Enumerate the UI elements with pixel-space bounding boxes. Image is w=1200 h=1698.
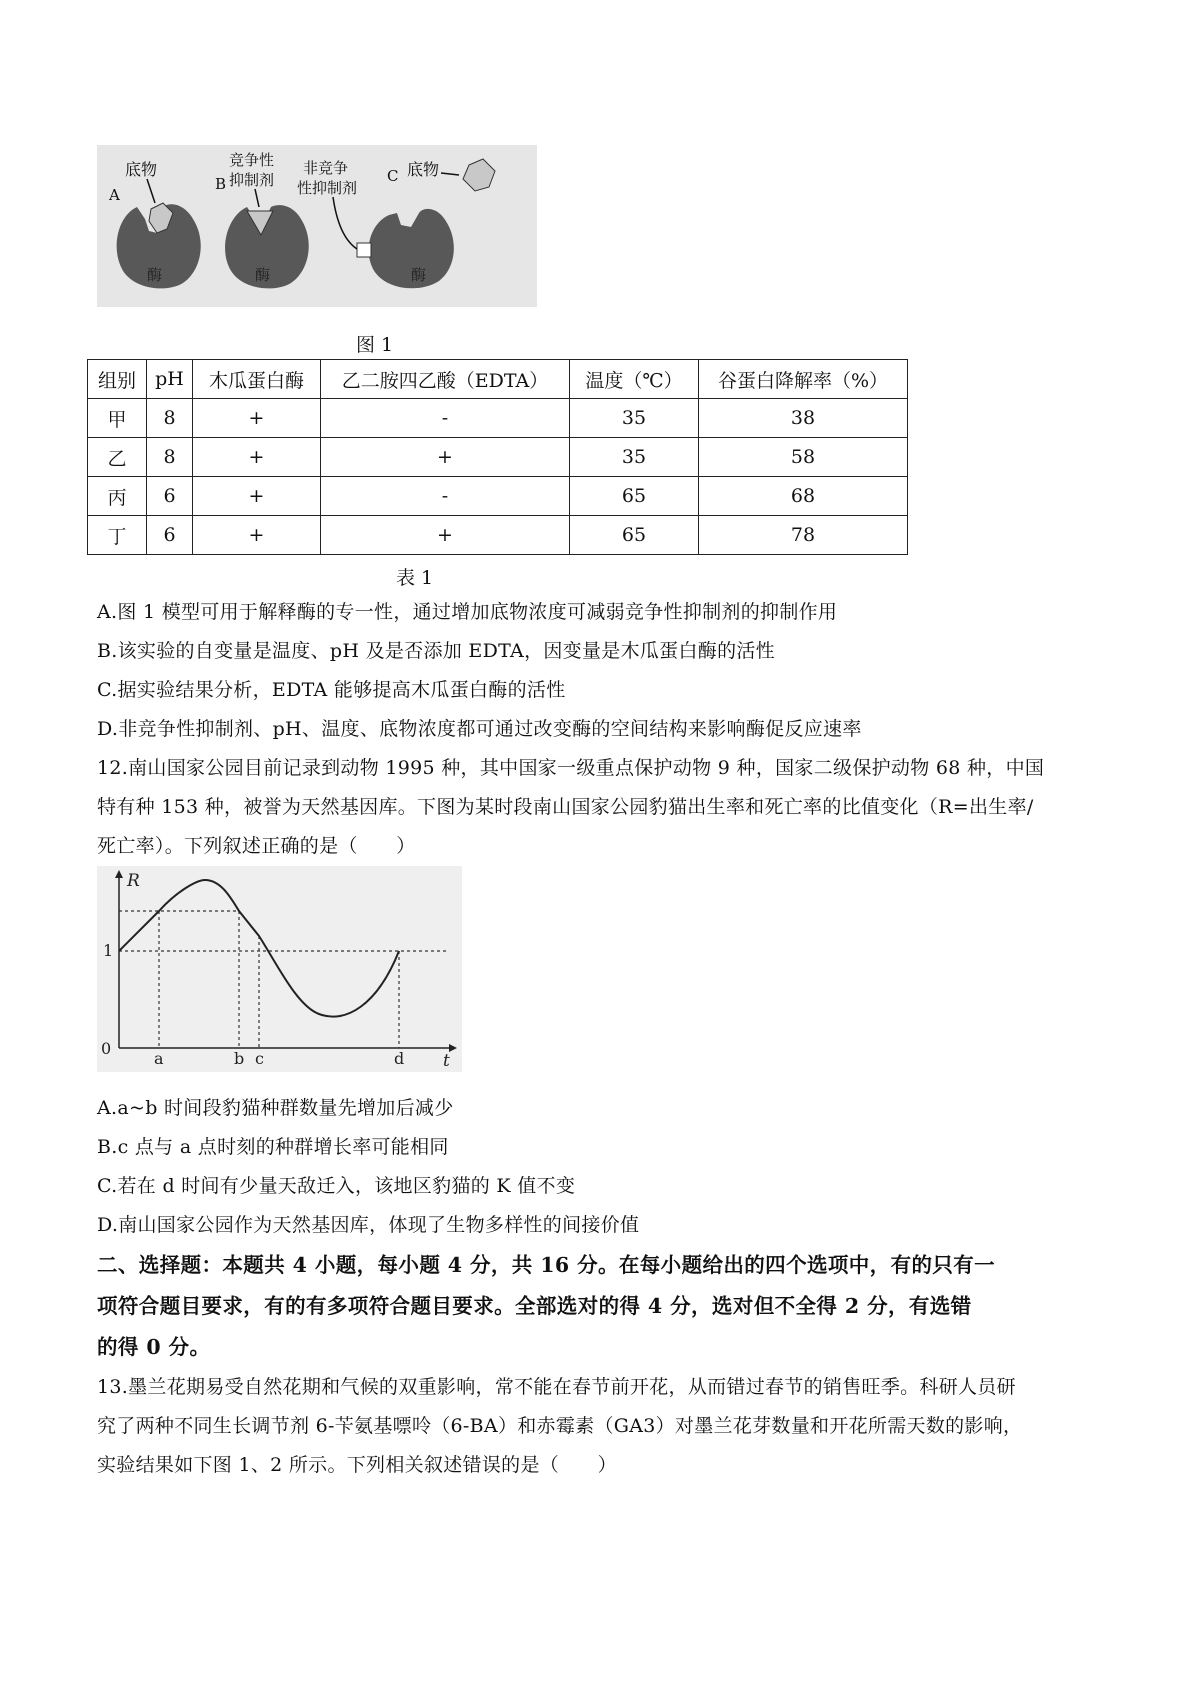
figure-1-enzyme-model — [97, 145, 537, 307]
table-cell: 丁 — [88, 516, 147, 555]
label-noncompetitive-1: 非竞争 — [303, 159, 349, 177]
table-cell: 丙 — [88, 477, 147, 516]
label-enzyme-b: 酶 — [255, 266, 271, 284]
q13-stem-line-1: 13.墨兰花期易受自然花期和气候的双重影响，常不能在春节前开花，从而错过春节的销售旺季。科研人员研 — [97, 1376, 1016, 1398]
table-cell: 8 — [147, 399, 193, 438]
section-2-line-2: 项符合题目要求，有的有多项符合题目要求。全部选对的得 4 分，选对但不全得 2 分，有选错 — [97, 1294, 972, 1318]
q11-option-a: A.图 1 模型可用于解释酶的专一性，通过增加底物浓度可减弱竞争性抑制剂的抑制作用 — [97, 601, 838, 623]
label-enzyme-a: 酶 — [147, 266, 163, 284]
table-cell: - — [321, 477, 570, 516]
table-cell: + — [193, 477, 321, 516]
q12-option-c: C.若在 d 时间有少量天敌迁入，该地区豹猫的 K 值不变 — [97, 1175, 576, 1197]
label-b: B — [215, 175, 227, 193]
table-cell: 35 — [570, 438, 699, 477]
label-a: A — [109, 186, 120, 204]
label-enzyme-c: 酶 — [411, 266, 427, 284]
x-tick-c: c — [255, 1049, 264, 1068]
label-competitive-2: 抑制剂 — [229, 171, 275, 189]
table-1 — [87, 359, 908, 555]
table-header-cell: 温度（℃） — [570, 360, 699, 399]
table-1-caption: 表 1 — [396, 567, 434, 589]
x-axis-label: t — [443, 1051, 450, 1071]
q11-option-c: C.据实验结果分析，EDTA 能够提高木瓜蛋白酶的活性 — [97, 679, 566, 701]
q12-stem-line-2: 特有种 153 种，被誉为天然基因库。下图为某时段南山国家公园豹猫出生率和死亡率的比值变化（R=出生率/ — [97, 796, 1034, 818]
q12-stem-line-3: 死亡率）。下列叙述正确的是（ ） — [97, 835, 416, 857]
x-tick-b: b — [234, 1049, 245, 1068]
enzyme-diagram — [97, 145, 537, 307]
r-ratio-chart — [97, 866, 462, 1072]
q12-option-b: B.c 点与 a 点时刻的种群增长率可能相同 — [97, 1136, 449, 1158]
table-row — [88, 399, 908, 438]
table-header-cell: 木瓜蛋白酶 — [193, 360, 321, 399]
table-header-cell: 乙二胺四乙酸（EDTA） — [321, 360, 570, 399]
table-cell: + — [193, 438, 321, 477]
q11-option-b: B.该实验的自变量是温度、pH 及是否添加 EDTA，因变量是木瓜蛋白酶的活性 — [97, 640, 775, 662]
y-axis-arrow — [115, 870, 123, 878]
table-cell: 甲 — [88, 399, 147, 438]
q12-stem-line-1: 12.南山国家公园目前记录到动物 1995 种，其中国家一级重点保护动物 9 种，国家二级保护动物 68 种，中国 — [97, 757, 1045, 779]
x-axis-arrow — [449, 1044, 457, 1052]
table-cell: + — [321, 438, 570, 477]
table-header-cell: pH — [147, 360, 193, 399]
table-cell: 38 — [699, 399, 908, 438]
table-header-cell: 谷蛋白降解率（%） — [699, 360, 908, 399]
label-c: C — [387, 167, 399, 185]
x-tick-a: a — [154, 1049, 164, 1068]
table-row — [88, 516, 908, 555]
y-tick-0: 0 — [101, 1039, 112, 1058]
y-tick-1: 1 — [103, 941, 114, 960]
table-cell: 6 — [147, 477, 193, 516]
q11-option-d: D.非竞争性抑制剂、pH、温度、底物浓度都可通过改变酶的空间结构来影响酶促反应速率 — [97, 718, 862, 740]
table-cell: 6 — [147, 516, 193, 555]
table-cell: 68 — [699, 477, 908, 516]
q13-stem-line-2: 究了两种不同生长调节剂 6-苄氨基嘌呤（6-BA）和赤霉素（GA3）对墨兰花芽数量和开花所需天数的影响， — [97, 1415, 1023, 1437]
table-cell: 乙 — [88, 438, 147, 477]
table-row — [88, 477, 908, 516]
table-header-row — [88, 360, 908, 399]
table-cell: 8 — [147, 438, 193, 477]
section-2-line-1: 二、选择题：本题共 4 小题，每小题 4 分，共 16 分。在每小题给出的四个选项中，有的只有一 — [97, 1253, 996, 1277]
label-substrate-a: 底物 — [125, 160, 158, 179]
q12-option-d: D.南山国家公园作为天然基因库，体现了生物多样性的间接价值 — [97, 1214, 640, 1236]
table-cell: + — [321, 516, 570, 555]
table-cell: - — [321, 399, 570, 438]
table-cell: 78 — [699, 516, 908, 555]
section-2-line-3: 的得 0 分。 — [97, 1335, 211, 1359]
table-cell: 65 — [570, 516, 699, 555]
label-noncompetitive-2: 性抑制剂 — [297, 179, 358, 197]
figure-1-caption: 图 1 — [356, 334, 394, 356]
table-cell: 35 — [570, 399, 699, 438]
table-cell: + — [193, 516, 321, 555]
q13-stem-line-3: 实验结果如下图 1、2 所示。下列相关叙述错误的是（ ） — [97, 1454, 617, 1476]
q12-option-a: A.a~b 时间段豹猫种群数量先增加后减少 — [97, 1097, 454, 1119]
y-axis-label: R — [127, 871, 140, 891]
table-row — [88, 438, 908, 477]
r-ratio-svg — [97, 866, 462, 1072]
label-competitive-1: 竞争性 — [229, 151, 275, 169]
table-cell: 65 — [570, 477, 699, 516]
table-header-cell: 组别 — [88, 360, 147, 399]
table-cell: + — [193, 399, 321, 438]
label-substrate-c: 底物 — [407, 160, 440, 179]
table-cell: 58 — [699, 438, 908, 477]
x-tick-d: d — [394, 1049, 405, 1068]
